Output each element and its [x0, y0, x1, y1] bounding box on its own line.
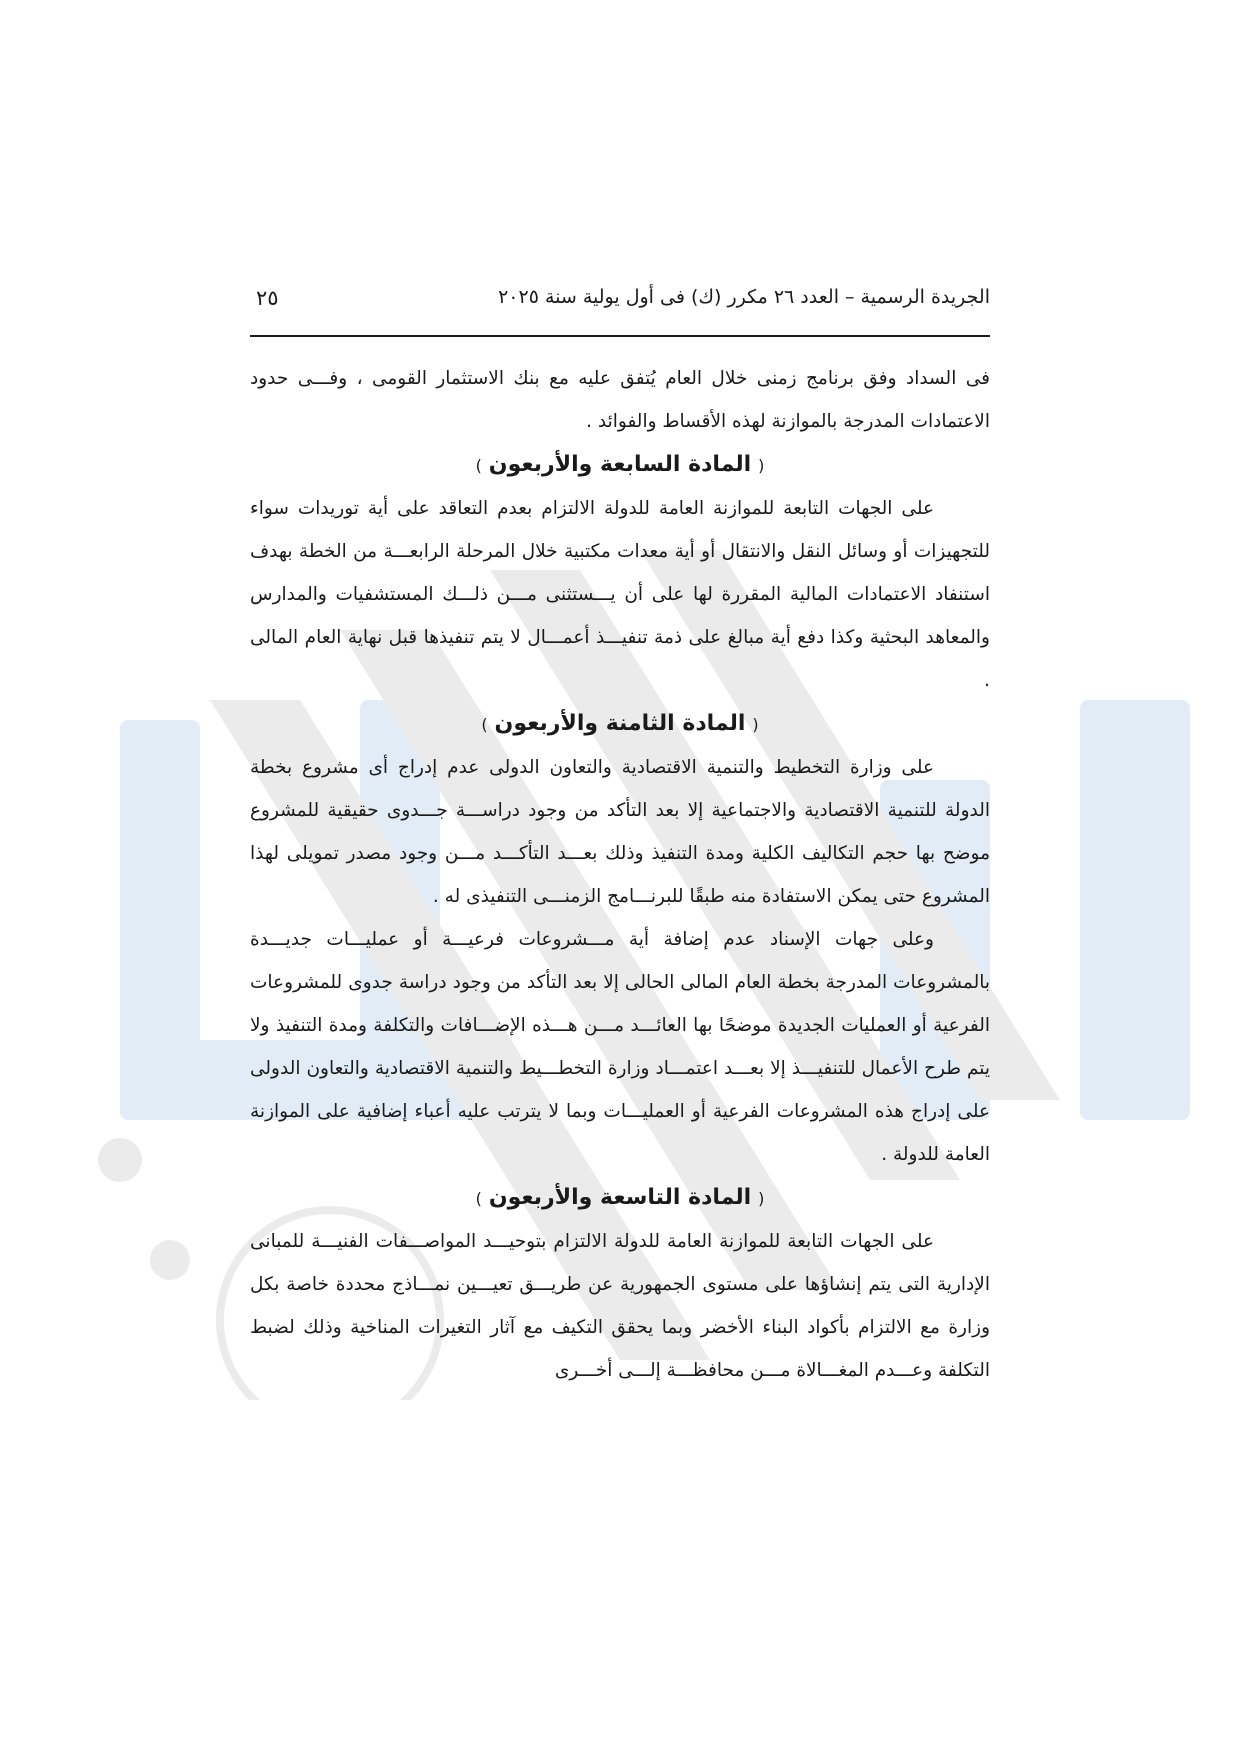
article-title-47: المادة السابعة والأربعون	[488, 452, 752, 477]
gazette-title: الجريدة الرسمية – العدد ٢٦ مكرر (ك) فى أول يولية سنة ٢٠٢٥	[498, 286, 990, 308]
page-header	[250, 282, 990, 322]
document-body	[250, 357, 990, 1392]
article-heading-48: ( المادة الثامنة والأربعون )	[481, 711, 759, 736]
article-title-49: المادة التاسعة والأربعون	[488, 1185, 752, 1210]
header-divider	[250, 335, 990, 337]
article-48-text-1: على وزارة التخطيط والتنمية الاقتصادية والتعاون الدولى عدم إدراج أى مشروع بخطة الدولة للتنمية الاقتصادية والاجتماعية إلا بعد التأكد من وجود دراســـة جـــدوى حقيقية للمشروع موضح بها حجم التكاليف الكلية ومدة التنفيذ وذلك بعـــد التأكـــد مـــن وجود مصدر تمويلى لهذا المشروع حتى يمكن الاستفادة منه طبقًا للبرنـــامج الزمنـــى التنفيذى له .	[250, 757, 990, 907]
article-title-48: المادة الثامنة والأربعون	[494, 711, 746, 736]
article-heading-49: ( المادة التاسعة والأربعون )	[475, 1185, 765, 1210]
article-49-text: على الجهات التابعة للموازنة العامة للدولة الالتزام بتوحيـــد المواصـــفات الفنيـــة للمبانى الإدارية التى يتم إنشاؤها على مستوى الجمهورية عن طريـــق تعيـــين نمـــاذج محددة خاصة بكل وزارة مع الالتزام بأكواد البناء الأخضر وبما يحقق التكيف مع آثار التغيرات المناخية وذلك لضبط التكلفة وعـــدم المغـــالاة مـــن محافظـــة إلـــى أخـــرى	[250, 1231, 990, 1381]
paragraph-continuation: فى السداد وفق برنامج زمنى خلال العام يُتفق عليه مع بنك الاستثمار القومى ، وفـــى حدود الاعتمادات المدرجة بالموازنة لهذه الأقساط والفوائد .	[250, 368, 990, 432]
page-number: ٢٥	[256, 286, 279, 310]
article-heading-47: ( المادة السابعة والأربعون )	[475, 452, 765, 477]
article-48-text-2: وعلى جهات الإسناد عدم إضافة أية مـــشروعات فرعيـــة أو عمليـــات جديـــدة بالمشروعات المدرجة بخطة العام المالى الحالى إلا بعد التأكد من وجود دراسة جدوى للمشروعات الفرعية أو العمليات الجديدة موضحًا بها العائـــد مـــن هـــذه الإضـــافات والتكلفة ومدة التنفيذ ولا يتم طرح الأعمال للتنفيـــذ إلا بعـــد اعتمـــاد وزارة التخطـــيط والتنمية الاقتصادية والتعاون الدولى على إدراج هذه المشروعات الفرعية أو العمليـــات وبما لا يترتب عليه أعباء إضافية على الموازنة العامة للدولة .	[250, 929, 990, 1165]
article-47-text: على الجهات التابعة للموازنة العامة للدولة الالتزام بعدم التعاقد على أية توريدات سواء للتجهيزات أو وسائل النقل والانتقال أو أية معدات مكتبية خلال المرحلة الرابعـــة من الخطة بهدف استنفاد الاعتمادات المالية المقررة لها على أن يـــستثنى مـــن ذلـــك المستشفيات والمدارس والمعاهد البحثية وكذا دفع أية مبالغ على ذمة تنفيـــذ أعمـــال لا يتم تنفيذها قبل نهاية العام المالى .	[250, 498, 990, 691]
